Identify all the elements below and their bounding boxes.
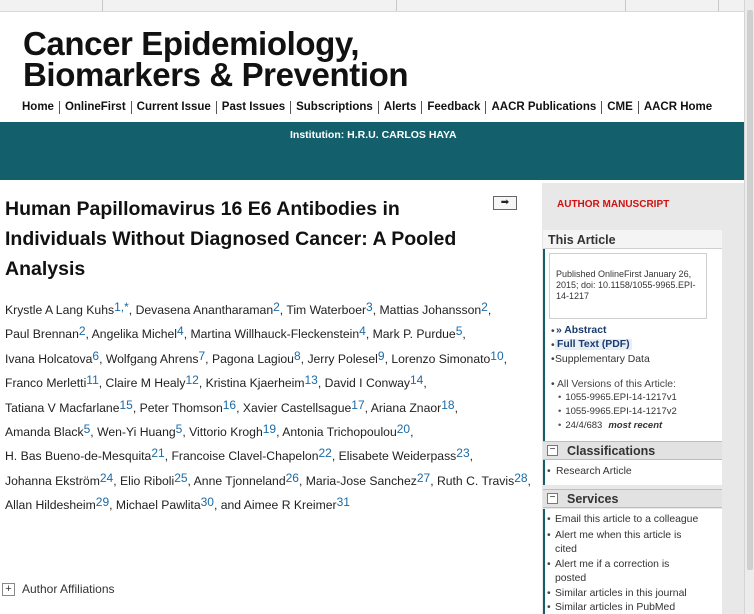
affiliation-ref[interactable]: 4 xyxy=(359,324,366,339)
bullet-icon: • xyxy=(558,420,562,431)
nav-aacr-home[interactable]: AACR Home xyxy=(638,101,717,114)
classifications-heading: Classifications xyxy=(567,444,656,458)
bullet-icon: • xyxy=(547,559,551,570)
nav-subscriptions[interactable]: Subscriptions xyxy=(290,101,378,114)
scrollbar-thumb[interactable] xyxy=(747,10,753,570)
affiliation-ref[interactable]: 30 xyxy=(200,495,214,510)
version-v1[interactable] xyxy=(558,392,677,403)
author-name[interactable]: Wolfgang Ahrens$^7$ xyxy=(105,348,206,366)
author-name[interactable]: Antonia Trichopoulou$^{20}$ xyxy=(282,422,411,440)
author-name[interactable]: Vittorio Krogh$^{19}$ xyxy=(189,422,277,440)
supplementary-data-link[interactable]: Supplementary Data xyxy=(555,354,650,365)
author-name[interactable]: Angelika Michel$^4$ xyxy=(91,324,184,342)
bullet-icon: • xyxy=(547,602,551,613)
author-name[interactable]: Martina Willhauck-Fleckenstein$^4$ xyxy=(190,324,366,342)
bullet-icon: • xyxy=(551,354,555,365)
affiliation-ref[interactable]: 4 xyxy=(177,324,184,339)
version-v2[interactable] xyxy=(558,406,677,417)
strip-divider xyxy=(625,0,626,11)
author-name[interactable]: Claire M Healy$^{12}$ xyxy=(105,373,199,391)
vertical-scrollbar[interactable] xyxy=(744,0,754,614)
affiliation-ref[interactable]: 20 xyxy=(396,422,411,437)
author-list: Krystle A Lang Kuhs$^{1,*}$, Devasena Anantharaman$^2$, Tim Waterboer$^3$, Mattias Johansson$^2$, Paul Brennan$^2$, Angelika Michel$^4$, Martina Willhauck-Fleckenstein$^4$, Mark P. Purdue$^5$, Ivana Holcatova$^6$, Wolfgang Ahrens$^7$, Pagona Lagiou$^8$, Jerry Polesel$^9$, Lorenzo Simonato$^{10}$, Franco Merletti$^{11}$, Claire M Healy$^{12}$, Kristina Kjaerheim$^{13}$, David I Conway$^{14}$, Tatiana V Macfarlane$^{15}$, Peter Thomson$^{16}$, Xavier Castellsague$^{17}$, Ariana Znaor$^{18}$, Amanda Black$^5$, Wen-Yi Huang$^5$, Vittorio Krogh$^{19}$, Antonia Trichopoulou$^{20}$, H. Bas Bueno-de-Mesquita$^{21}$, Francoise Clavel-Chapelon$^{22}$, Elisabete Weiderpass$^{23}$, Johanna Ekström$^{24}$, Elio Riboli$^{25}$, Anne Tjonneland$^{26}$, Maria-Jose Sanchez$^{27}$, Ruth C. Travis$^{28}$, Allan Hildesheim$^{29}$, Michael Pawlita$^{30}$, and Aimee R Kreimer$^{31}$ xyxy=(5,300,531,513)
version-link[interactable]: 24/4/683 xyxy=(565,420,603,431)
affiliation-ref[interactable]: 26 xyxy=(285,470,299,485)
affiliation-ref[interactable]: 5 xyxy=(83,422,91,437)
author-name[interactable]: Anne Tjonneland$^{26}$ xyxy=(193,470,299,488)
affiliation-ref[interactable]: 5 xyxy=(175,422,183,437)
most-recent-label: most recent xyxy=(608,420,663,431)
affiliation-ref[interactable]: 25 xyxy=(174,470,188,485)
affiliation-ref[interactable]: 7 xyxy=(198,348,206,363)
affiliation-ref[interactable]: 11 xyxy=(86,373,99,388)
author-name[interactable]: Aimee R Kreimer$^{31}$ xyxy=(243,495,350,513)
similar-journal-link[interactable]: Similar articles in this journal xyxy=(555,588,687,599)
strip-divider xyxy=(396,0,397,11)
author-name[interactable]: Allan Hildesheim$^{29}$ xyxy=(5,495,110,513)
institution-label: Institution: H.R.U. CARLOS HAYA xyxy=(290,129,457,141)
affiliation-ref[interactable]: 10 xyxy=(490,348,504,363)
author-name[interactable]: Tim Waterboer$^3$ xyxy=(286,300,373,317)
similar-pubmed-link[interactable]: Similar articles in PubMed xyxy=(555,602,676,613)
affiliation-ref[interactable]: 23 xyxy=(456,446,470,461)
affiliation-ref[interactable]: 8 xyxy=(293,348,301,363)
author-name[interactable]: Jerry Polesel$^9$ xyxy=(307,348,385,366)
bullet-icon: • xyxy=(551,379,555,390)
affiliation-ref[interactable]: 28 xyxy=(514,470,528,485)
nav-alerts[interactable]: Alerts xyxy=(378,101,422,114)
affiliation-ref[interactable]: 22 xyxy=(318,446,332,461)
this-article-heading: This Article xyxy=(548,233,616,247)
affiliation-ref[interactable]: 29 xyxy=(95,495,110,510)
bullet-icon: • xyxy=(558,392,562,403)
bullet-icon: • xyxy=(547,514,551,525)
affiliation-ref[interactable]: 5 xyxy=(455,324,463,339)
affiliation-ref[interactable]: 3 xyxy=(366,300,373,314)
author-name[interactable]: Franco Merletti$^{11}$ xyxy=(5,373,99,391)
affiliation-ref[interactable]: 16 xyxy=(222,397,237,412)
author-name[interactable]: Xavier Castellsague$^{17}$ xyxy=(242,397,365,415)
author-name[interactable]: Pagona Lagiou$^8$ xyxy=(211,348,301,366)
author-name[interactable]: Kristina Kjaerheim$^{13}$ xyxy=(205,373,318,391)
affiliation-ref[interactable]: 13 xyxy=(304,373,318,388)
nav-past-issues[interactable]: Past Issues xyxy=(216,101,290,114)
author-manuscript-label: AUTHOR MANUSCRIPT xyxy=(557,199,670,210)
author-name[interactable]: Peter Thomson$^{16}$ xyxy=(139,397,237,415)
author-name[interactable]: Krystle A Lang Kuhs$^{1,*}$ xyxy=(5,300,129,317)
author-name[interactable]: Mark P. Purdue$^5$ xyxy=(372,324,463,342)
bullet-icon: • xyxy=(551,340,555,351)
affiliation-ref[interactable]: 1,* xyxy=(114,300,129,314)
nav-aacr-publications[interactable]: AACR Publications xyxy=(485,101,601,114)
journal-title-line1: Cancer Epidemiology, xyxy=(23,25,360,62)
nav-current-issue[interactable]: Current Issue xyxy=(131,101,216,114)
affiliation-ref[interactable]: 2 xyxy=(78,324,86,339)
strip-divider xyxy=(102,0,103,11)
journal-title-line2: Biomarkers & Prevention xyxy=(23,56,409,93)
bullet-icon: • xyxy=(547,530,551,541)
nav-cme[interactable]: CME xyxy=(601,101,638,114)
author-name[interactable]: Amanda Black$^5$ xyxy=(5,422,91,440)
affiliation-ref[interactable]: 2 xyxy=(273,300,280,314)
affiliation-ref[interactable]: 2 xyxy=(481,300,488,314)
affiliation-ref[interactable]: 31 xyxy=(336,495,350,510)
nav-home[interactable]: Home xyxy=(22,101,54,113)
nav-onlinefirst[interactable]: OnlineFirst xyxy=(59,101,131,114)
alert-cited-link-cont[interactable]: cited xyxy=(555,544,577,555)
version-link[interactable]: 1055-9965.EPI-14-1217v2 xyxy=(565,406,677,417)
expand-plus-icon[interactable]: + xyxy=(2,583,15,596)
journal-title[interactable] xyxy=(23,25,409,93)
affiliation-ref[interactable]: 27 xyxy=(416,470,431,485)
affiliation-ref[interactable]: 17 xyxy=(351,397,365,412)
author-name[interactable]: Ivana Holcatova$^6$ xyxy=(5,348,100,366)
author-name[interactable]: Wen-Yi Huang$^5$ xyxy=(97,422,183,440)
collapse-minus-icon[interactable]: − xyxy=(547,493,558,504)
affiliation-ref[interactable]: 9 xyxy=(377,348,385,363)
strip-divider xyxy=(718,0,719,11)
author-name[interactable]: Lorenzo Simonato$^{10}$ xyxy=(391,348,504,366)
author-name[interactable]: Ruth C. Travis$^{28}$ xyxy=(436,470,528,488)
bullet-icon: • xyxy=(547,588,551,599)
author-name[interactable]: Francoise Clavel-Chapelon$^{22}$ xyxy=(171,446,332,464)
research-article-link[interactable]: Research Article xyxy=(556,466,632,477)
alert-cited-link[interactable]: Alert me when this article is xyxy=(555,530,682,541)
services-header[interactable] xyxy=(543,489,722,508)
author-name[interactable]: Tatiana V Macfarlane$^{15}$ xyxy=(5,397,133,415)
affiliation-ref[interactable]: 21 xyxy=(151,446,165,461)
bullet-icon: • xyxy=(551,326,555,337)
alert-correction-link-cont[interactable]: posted xyxy=(555,573,587,584)
author-name[interactable]: Elio Riboli$^{25}$ xyxy=(119,470,188,488)
main-nav xyxy=(22,101,717,114)
classifications-header[interactable] xyxy=(543,441,722,460)
next-arrow-button[interactable]: ➡ xyxy=(493,196,517,210)
bullet-icon: • xyxy=(558,406,562,417)
affiliations-label[interactable]: Author Affiliations xyxy=(22,582,115,596)
author-name[interactable]: Elisabete Weiderpass$^{23}$ xyxy=(338,446,470,464)
author-name[interactable]: Ariana Znaor$^{18}$ xyxy=(370,397,455,415)
nav-feedback[interactable]: Feedback xyxy=(421,101,485,114)
article-title: Human Papillomavirus 16 E6 Antibodies in Individuals Without Diagnosed Cancer: A Pooled Analysis xyxy=(5,198,457,280)
all-versions-label: All Versions of this Article: xyxy=(557,379,676,390)
affiliation-ref[interactable]: 12 xyxy=(185,373,199,388)
collapse-minus-icon[interactable]: − xyxy=(547,445,558,456)
browser-top-strip xyxy=(0,0,754,12)
author-name[interactable]: David I Conway$^{14}$ xyxy=(324,373,424,391)
abstract-link[interactable]: » Abstract xyxy=(556,325,607,336)
author-affiliations[interactable] xyxy=(2,582,115,596)
alert-correction-link[interactable]: Alert me if a correction is xyxy=(555,559,670,570)
bullet-icon: • xyxy=(547,466,551,477)
version-current[interactable] xyxy=(558,420,662,431)
email-article-link[interactable]: Email this article to a colleague xyxy=(555,514,699,525)
affiliation-ref[interactable]: 24 xyxy=(99,470,114,485)
author-name[interactable]: Mattias Johansson$^2$ xyxy=(379,300,488,317)
author-name[interactable]: Devasena Anantharaman$^2$ xyxy=(135,300,280,317)
affiliation-ref[interactable]: 14 xyxy=(410,373,424,388)
affiliation-ref[interactable]: 18 xyxy=(441,397,455,412)
affiliation-ref[interactable]: 19 xyxy=(262,422,277,437)
version-link[interactable]: 1055-9965.EPI-14-1217v1 xyxy=(565,392,677,403)
author-name[interactable]: H. Bas Bueno-de-Mesquita$^{21}$ xyxy=(5,446,165,464)
full-text-pdf-link[interactable]: Full Text (PDF) xyxy=(557,339,630,350)
services-heading: Services xyxy=(567,492,619,506)
affiliation-ref[interactable]: 15 xyxy=(119,397,133,412)
author-name[interactable]: Maria-Jose Sanchez$^{27}$ xyxy=(305,470,431,488)
author-name[interactable]: Johanna Ekström$^{24}$ xyxy=(5,470,114,488)
author-name[interactable]: Michael Pawlita$^{30}$ xyxy=(115,495,214,513)
author-name[interactable]: Paul Brennan$^2$ xyxy=(5,324,86,342)
publication-info: Published OnlineFirst January 26, 2015; doi: 10.1158/1055-9965.EPI-14-1217 xyxy=(556,269,696,301)
affiliation-ref[interactable]: 6 xyxy=(92,348,100,363)
